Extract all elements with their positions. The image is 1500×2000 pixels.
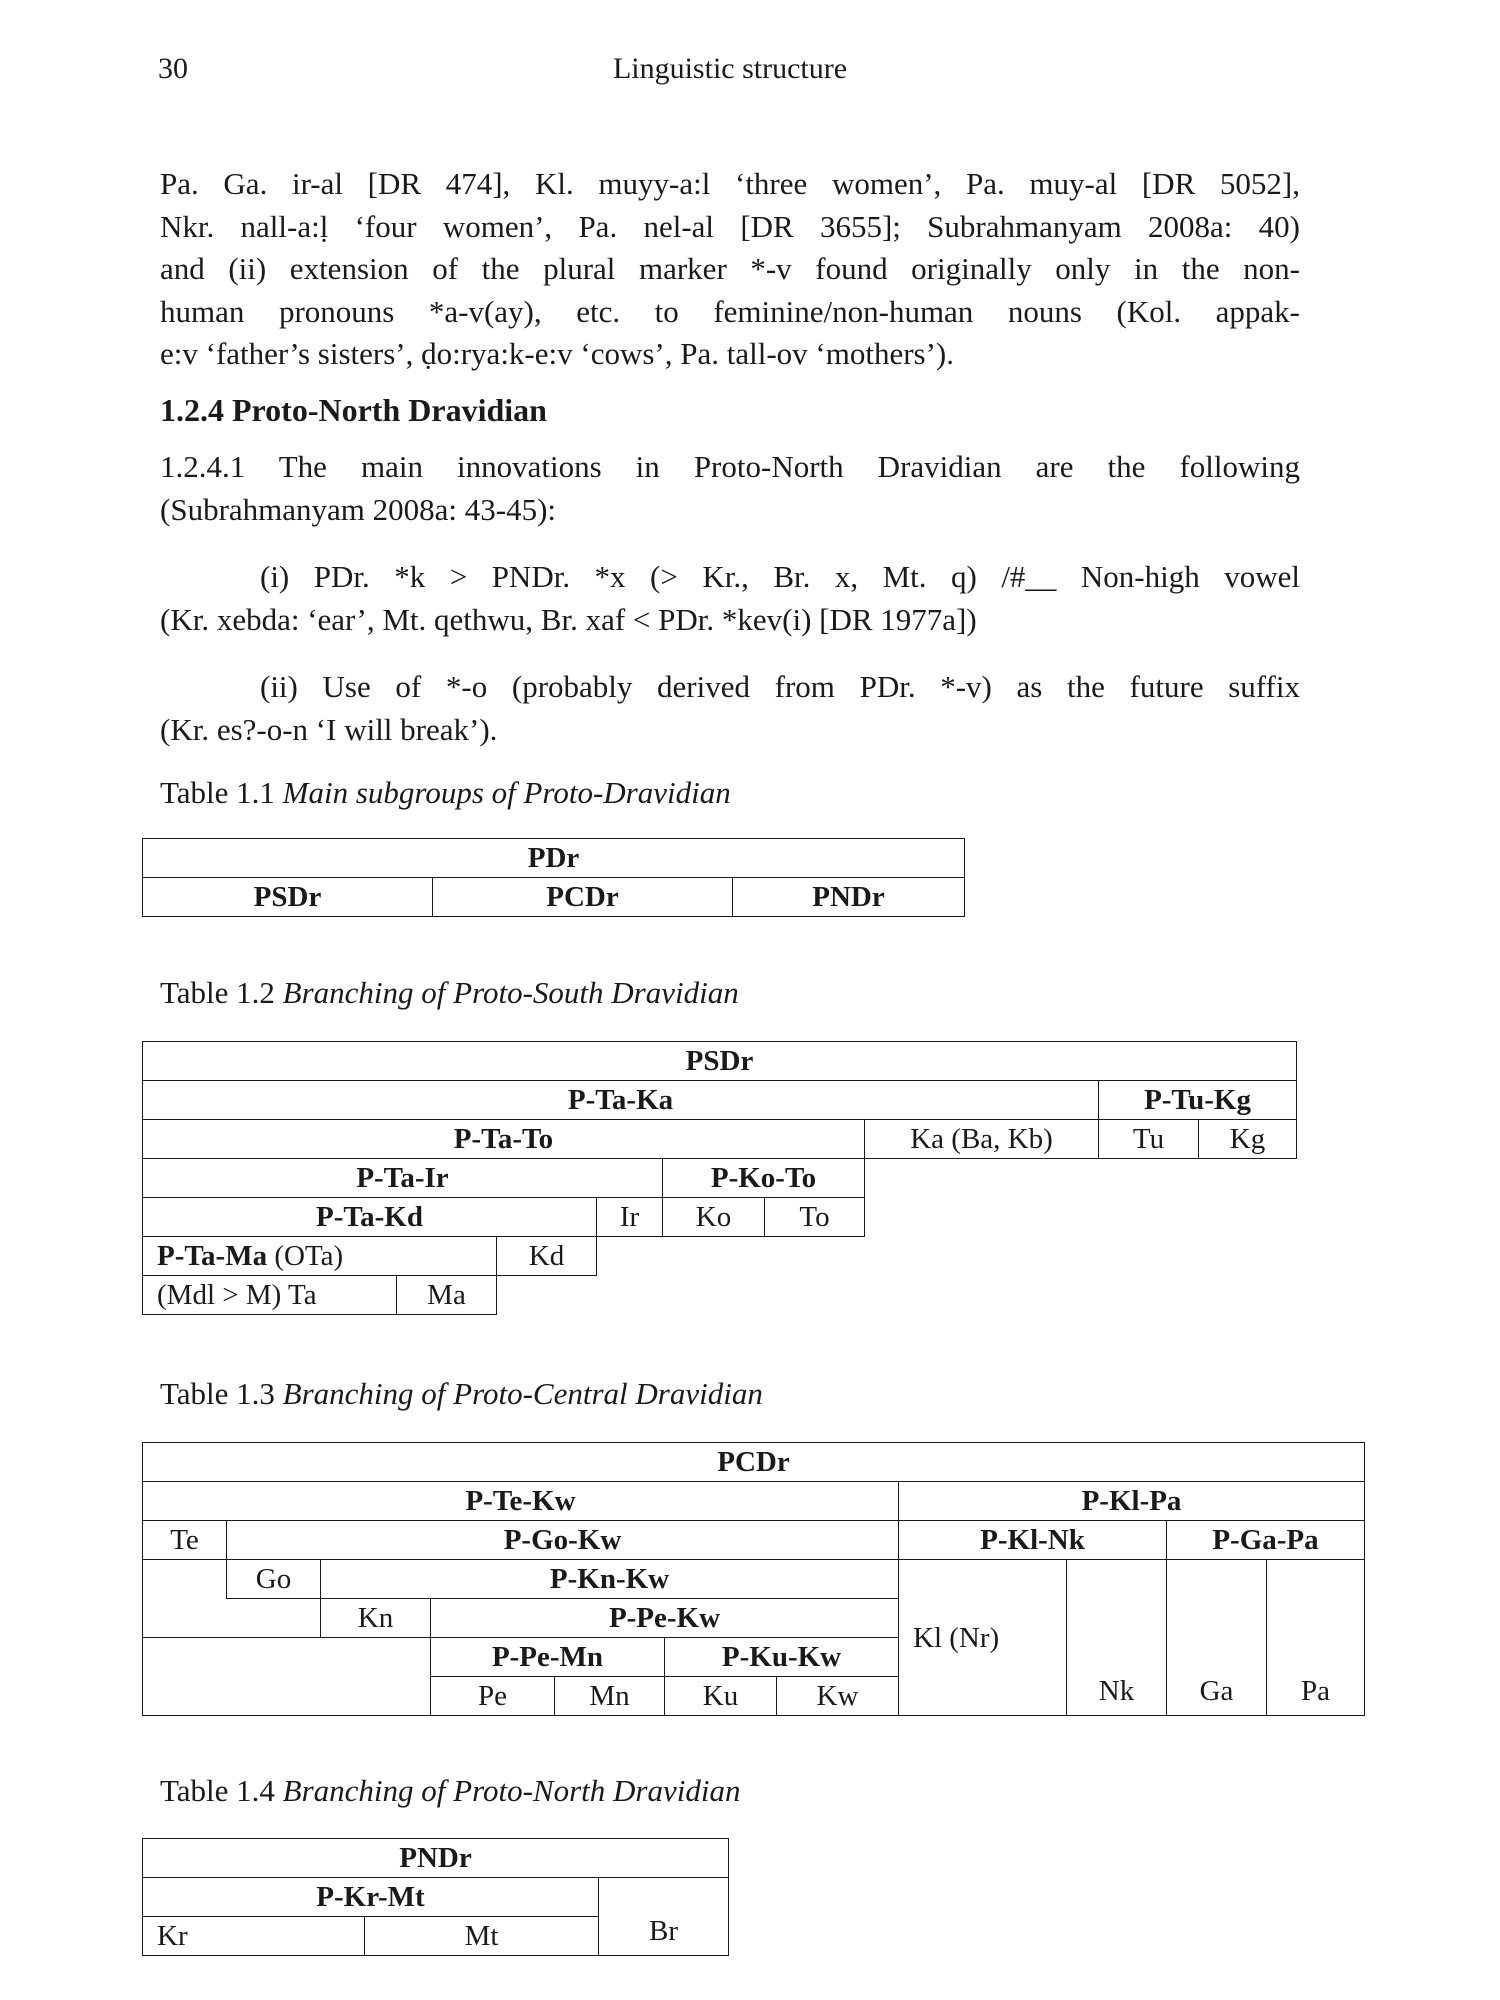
caption-title: Branching of Proto-Central Dravidian [282, 1376, 763, 1411]
leaf-ir: Ir [597, 1198, 663, 1237]
node-p-kl-nk: P-Kl-Nk [899, 1521, 1167, 1560]
node-label: P-Ta-Ma [157, 1240, 268, 1272]
text-line: (Kr. es?-o-n ‘I will break’). [160, 711, 498, 747]
leaf-ku: Ku [665, 1677, 777, 1716]
leaf-go: Go [227, 1560, 321, 1599]
page-number: 30 [158, 52, 188, 85]
paragraph-2 [160, 446, 1300, 531]
leaf-to: To [765, 1198, 865, 1237]
table-3 [142, 1442, 1365, 1716]
leaf-ta: (Mdl > M) Ta [143, 1276, 397, 1315]
table-4 [142, 1838, 729, 1956]
node-p-ga-pa: P-Ga-Pa [1167, 1521, 1365, 1560]
leaf-br: Br [599, 1878, 729, 1956]
running-head: Linguistic structure [612, 52, 848, 85]
text-line: Nkr. nall-a:ḷ ‘four women’, Pa. nel-al [DR 3655]; Subrahmanyam 2008a: 40) [160, 208, 1300, 244]
node-psdr: PSDr [143, 1042, 1297, 1081]
node-p-kn-kw: P-Kn-Kw [321, 1560, 899, 1599]
text-line: and (ii) extension of the plural marker *-v found originally only in the non- [160, 251, 1300, 286]
leaf-ma: Ma [397, 1276, 497, 1315]
leaf-kr: Kr [143, 1917, 365, 1956]
leaf-kn: Kn [321, 1599, 431, 1638]
leaf-ka: Ka (Ba, Kb) [865, 1120, 1099, 1159]
table-1-caption [160, 775, 731, 811]
node-psdr: PSDr [143, 878, 433, 917]
paragraph-3 [160, 556, 1300, 641]
caption-prefix: Table 1.1 [160, 775, 283, 810]
node-pndr: PNDr [733, 878, 965, 917]
leaf-ga: Ga [1167, 1560, 1267, 1716]
leaf-nk: Nk [1067, 1560, 1167, 1716]
node-note: (OTa) [267, 1240, 344, 1272]
leaf-ko: Ko [663, 1198, 765, 1237]
node-p-ta-ma [143, 1237, 497, 1276]
leaf-mt: Mt [365, 1917, 599, 1956]
node-p-te-kw: P-Te-Kw [143, 1482, 899, 1521]
table-1 [142, 838, 965, 917]
leaf-kg: Kg [1199, 1120, 1297, 1159]
paragraph-1 [160, 163, 1300, 376]
node-p-pe-kw: P-Pe-Kw [431, 1599, 899, 1638]
caption-title: Main subgroups of Proto-Dravidian [282, 775, 731, 810]
leaf-kl: Kl (Nr) [899, 1560, 1067, 1716]
node-p-ku-kw: P-Ku-Kw [665, 1638, 899, 1677]
text-line: (Kr. xebda: ‘ear’, Mt. qethwu, Br. xaf < PDr. *kev(i) [DR 1977a]) [160, 601, 977, 637]
node-p-go-kw: P-Go-Kw [227, 1521, 899, 1560]
node-p-ta-ka: P-Ta-Ka [143, 1081, 1099, 1120]
node-pcdr: PCDr [433, 878, 733, 917]
text-line: 1.2.4.1 The main innovations in Proto-North Dravidian are the following [160, 449, 1300, 484]
node-p-pe-mn: P-Pe-Mn [431, 1638, 665, 1677]
leaf-pe: Pe [431, 1677, 555, 1716]
caption-prefix: Table 1.4 [160, 1773, 283, 1808]
text-line: human pronouns *a-v(ay), etc. to feminine/non-human nouns (Kol. appak- [160, 293, 1300, 329]
leaf-kw: Kw [777, 1677, 899, 1716]
caption-prefix: Table 1.2 [160, 975, 283, 1010]
text-line: (ii) Use of *-o (probably derived from PDr. *-v) as the future suffix [260, 669, 1300, 704]
leaf-pa: Pa [1267, 1560, 1365, 1716]
node-p-kr-mt: P-Kr-Mt [143, 1878, 599, 1917]
leaf-te: Te [143, 1521, 227, 1560]
text-line: e:v ‘father’s sisters’, ḍo:rya:k-e:v ‘cows’, Pa. tall-ov ‘mothers’). [160, 336, 954, 371]
table-4-caption [160, 1773, 740, 1809]
caption-title: Branching of Proto-South Dravidian [282, 975, 739, 1010]
node-p-tu-kg: P-Tu-Kg [1099, 1081, 1297, 1120]
node-p-ta-kd: P-Ta-Kd [143, 1198, 597, 1237]
node-p-kl-pa: P-Kl-Pa [899, 1482, 1365, 1521]
text-line: (Subrahmanyam 2008a: 43-45): [160, 491, 557, 527]
text-line: Pa. Ga. ir-al [DR 474], Kl. muyy-a:l ‘three women’, Pa. muy-al [DR 5052], [160, 166, 1300, 201]
node-p-ko-to: P-Ko-To [663, 1159, 865, 1198]
leaf-kd: Kd [497, 1237, 597, 1276]
table-2 [142, 1041, 1297, 1315]
paragraph-4 [160, 666, 1300, 751]
node-p-ta-to: P-Ta-To [143, 1120, 865, 1159]
table-2-caption [160, 975, 739, 1011]
node-p-ta-ir: P-Ta-Ir [143, 1159, 663, 1198]
text-line: (i) PDr. *k > PNDr. *x (> Kr., Br. x, Mt. q) /#__ Non-high vowel [260, 559, 1300, 594]
node-pndr: PNDr [143, 1839, 729, 1878]
node-pdr: PDr [143, 839, 965, 878]
node-pcdr: PCDr [143, 1443, 1365, 1482]
leaf-tu: Tu [1099, 1120, 1199, 1159]
caption-title: Branching of Proto-North Dravidian [282, 1773, 741, 1808]
section-heading: 1.2.4 Proto-North Dravidian [160, 392, 547, 428]
caption-prefix: Table 1.3 [160, 1376, 283, 1411]
table-3-caption [160, 1376, 763, 1412]
leaf-mn: Mn [555, 1677, 665, 1716]
